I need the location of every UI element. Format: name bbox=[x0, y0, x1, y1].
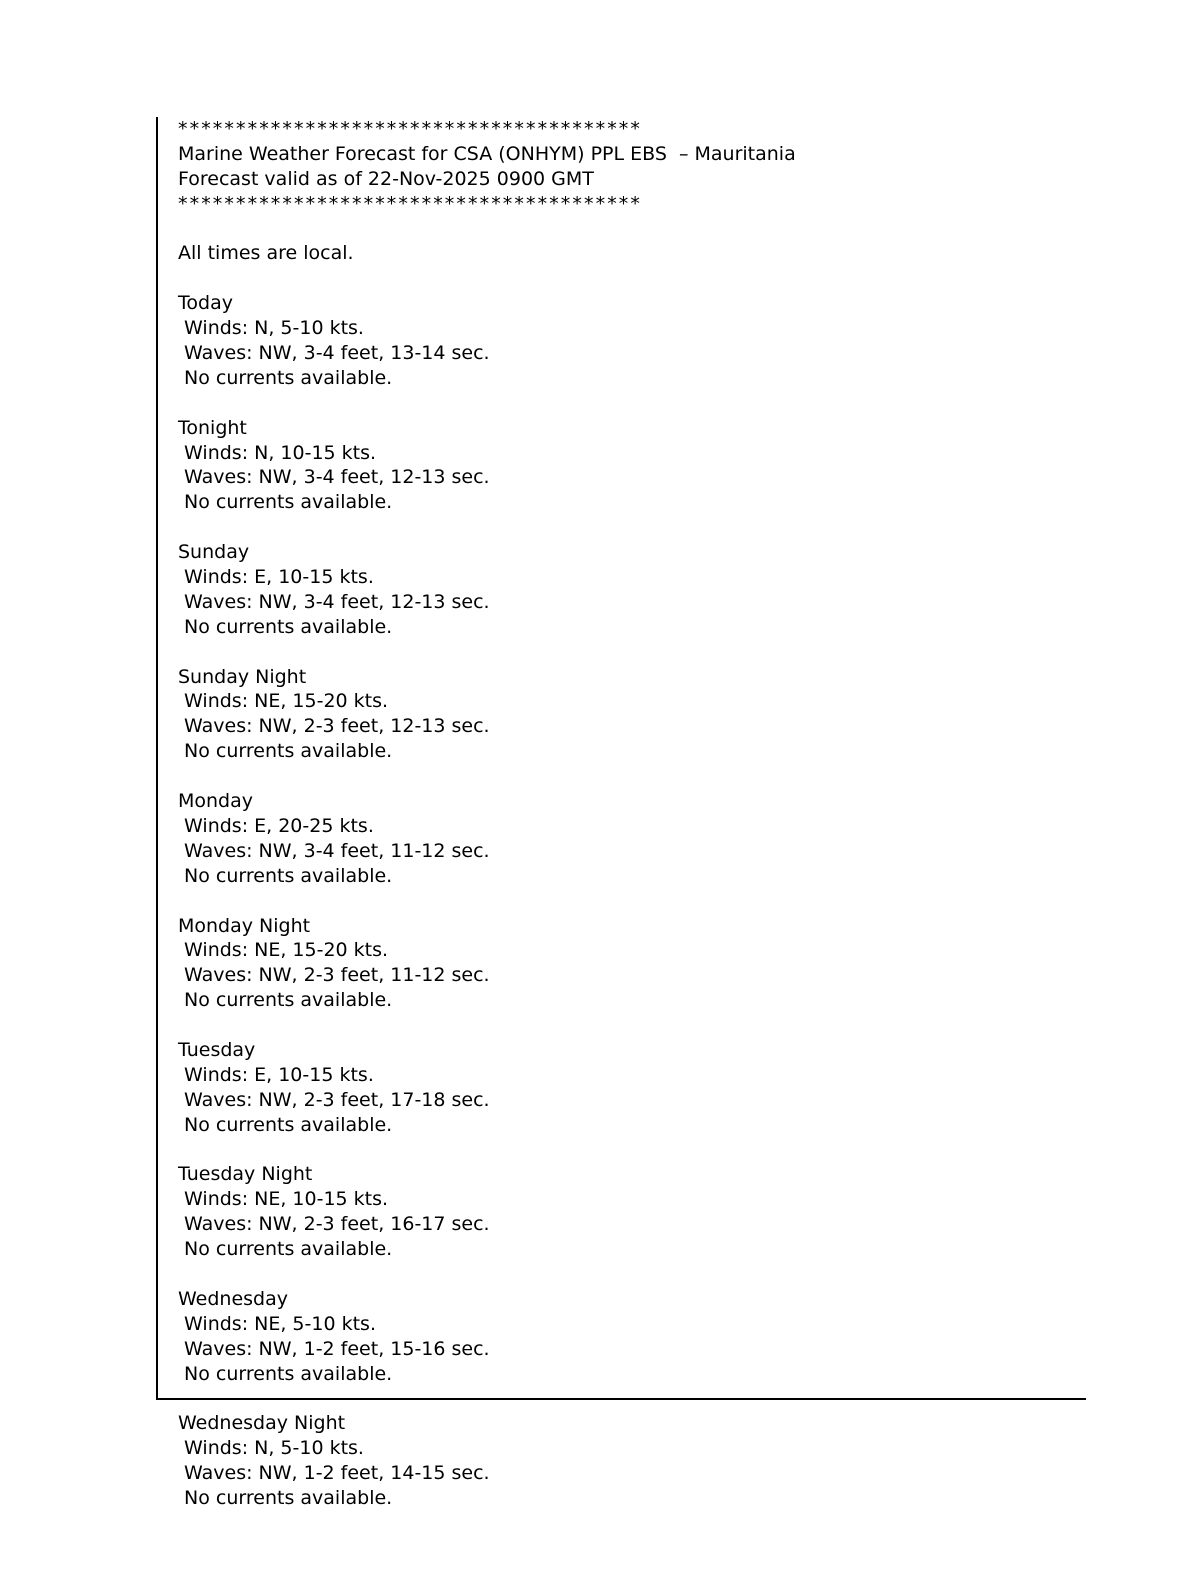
winds-line: Winds: NE, 15-20 kts. bbox=[178, 690, 389, 713]
waves-line: Waves: NW, 3-4 feet, 12-13 sec. bbox=[178, 590, 490, 613]
times-note: All times are local. bbox=[178, 242, 354, 265]
currents-line: No currents available. bbox=[178, 491, 393, 514]
section-title-wednesday-night: Wednesday Night bbox=[178, 1412, 346, 1435]
winds-line: Winds: E, 10-15 kts. bbox=[178, 566, 374, 589]
winds-line: Winds: NE, 15-20 kts. bbox=[178, 939, 389, 962]
currents-line: No currents available. bbox=[178, 740, 393, 763]
blank-line bbox=[178, 266, 1178, 291]
blank-line bbox=[178, 515, 1178, 540]
waves-line: Waves: NW, 2-3 feet, 17-18 sec. bbox=[178, 1088, 490, 1111]
currents-line: No currents available. bbox=[178, 989, 393, 1012]
section-title-tonight: Tonight bbox=[178, 416, 247, 439]
winds-line: Winds: E, 20-25 kts. bbox=[178, 814, 374, 837]
currents-line: No currents available. bbox=[178, 1486, 393, 1509]
waves-line: Waves: NW, 2-3 feet, 16-17 sec. bbox=[178, 1213, 490, 1236]
blank-line bbox=[178, 889, 1178, 914]
blank-line bbox=[178, 1262, 1178, 1287]
blank-line bbox=[178, 640, 1178, 665]
section-title-monday: Monday bbox=[178, 790, 254, 813]
section-title-tuesday: Tuesday bbox=[178, 1038, 256, 1061]
forecast-document bbox=[178, 117, 1178, 1511]
blank-line bbox=[178, 1013, 1178, 1038]
separator-line-bottom: **************************************** bbox=[178, 192, 642, 215]
winds-line: Winds: N, 5-10 kts. bbox=[178, 1437, 364, 1460]
section-title-monday-night: Monday Night bbox=[178, 914, 311, 937]
currents-line: No currents available. bbox=[178, 1238, 393, 1261]
blank-line bbox=[178, 1138, 1178, 1163]
currents-line: No currents available. bbox=[178, 1113, 393, 1136]
waves-line: Waves: NW, 3-4 feet, 12-13 sec. bbox=[178, 466, 490, 489]
waves-line: Waves: NW, 1-2 feet, 14-15 sec. bbox=[178, 1462, 490, 1485]
waves-line: Waves: NW, 3-4 feet, 13-14 sec. bbox=[178, 342, 490, 365]
currents-line: No currents available. bbox=[178, 1362, 393, 1385]
section-title-tuesday-night: Tuesday Night bbox=[178, 1163, 313, 1186]
waves-line: Waves: NW, 2-3 feet, 11-12 sec. bbox=[178, 964, 490, 987]
blank-line bbox=[178, 764, 1178, 789]
blank-line bbox=[178, 1386, 1178, 1411]
waves-line: Waves: NW, 1-2 feet, 15-16 sec. bbox=[178, 1337, 490, 1360]
blank-line bbox=[178, 217, 1178, 242]
waves-line: Waves: NW, 2-3 feet, 12-13 sec. bbox=[178, 715, 490, 738]
section-title-sunday-night: Sunday Night bbox=[178, 665, 307, 688]
blank-line bbox=[178, 391, 1178, 416]
winds-line: Winds: N, 5-10 kts. bbox=[178, 317, 364, 340]
document-title: Marine Weather Forecast for CSA (ONHYM) PPL EBS – Mauritania bbox=[178, 142, 796, 165]
section-title-today: Today bbox=[178, 292, 233, 315]
section-title-wednesday: Wednesday bbox=[178, 1287, 289, 1310]
separator-line-top: **************************************** bbox=[178, 118, 642, 140]
section-title-sunday: Sunday bbox=[178, 541, 250, 564]
waves-line: Waves: NW, 3-4 feet, 11-12 sec. bbox=[178, 839, 490, 862]
currents-line: No currents available. bbox=[178, 366, 393, 389]
winds-line: Winds: NE, 5-10 kts. bbox=[178, 1312, 376, 1335]
winds-line: Winds: N, 10-15 kts. bbox=[178, 441, 377, 464]
currents-line: No currents available. bbox=[178, 615, 393, 638]
valid-date-line: Forecast valid as of 22-Nov-2025 0900 GMT bbox=[178, 167, 594, 190]
winds-line: Winds: E, 10-15 kts. bbox=[178, 1063, 374, 1086]
winds-line: Winds: NE, 10-15 kts. bbox=[178, 1188, 389, 1211]
currents-line: No currents available. bbox=[178, 864, 393, 887]
